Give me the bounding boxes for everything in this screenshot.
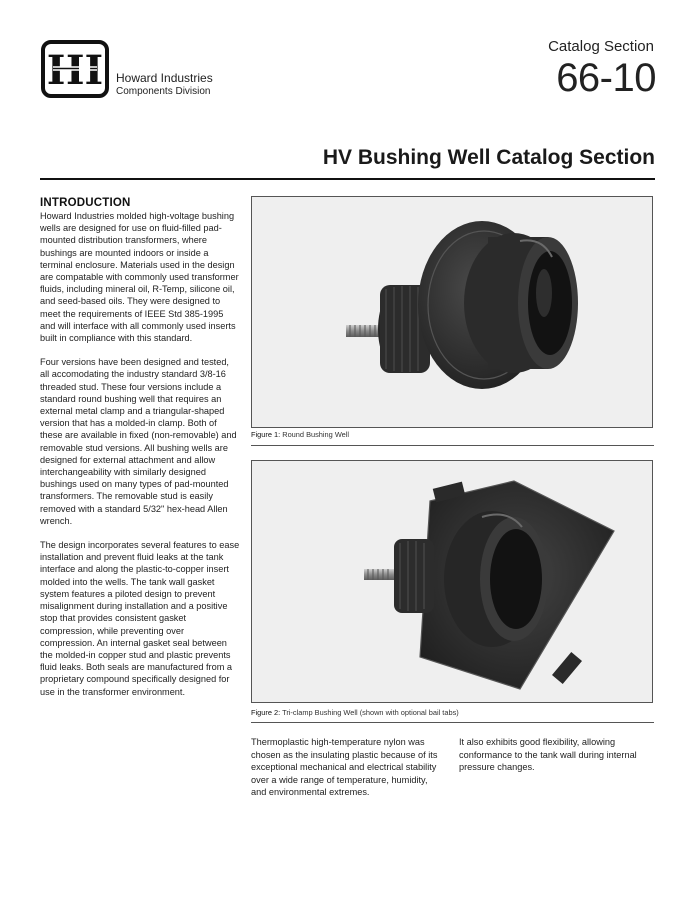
figure-2-caption-text: Tri-clamp Bushing Well (shown with optional bail tabs) bbox=[282, 708, 459, 717]
company-logo bbox=[41, 40, 109, 98]
introduction-heading: INTRODUCTION bbox=[40, 197, 131, 209]
figure-1-label: Figure 1: bbox=[251, 430, 281, 439]
svg-text:HI: HI bbox=[47, 47, 103, 91]
catalog-section-number: 66-10 bbox=[556, 56, 656, 100]
intro-paragraph-2: Four versions have been designed and tested, all accomodating the industry standard 3/8-16 threaded stud. These four versions include a standard round bushing well that requires an external metal clamp and a triangular-shaped version that has a molded-in clamp. Both of these are available in fixed (non-removable) and removable stud versions. All bushing wells are designed for external attachment and allow interchangeability with similarly designed bushings used on many types of pad-mounted transformers. The removable stud is easily removed with a standard 5/32" hex-head Allen wrench. bbox=[40, 357, 237, 526]
figure-2-rule bbox=[251, 722, 654, 723]
figure-1-caption bbox=[251, 430, 654, 439]
introduction-section bbox=[40, 196, 240, 710]
body-column-2: It also exhibits good flexibility, allowing conformance to the tank wall during internal pressure changes. bbox=[459, 737, 637, 773]
figure-2-label: Figure 2: bbox=[251, 708, 281, 717]
figure-1-caption-text: Round Bushing Well bbox=[282, 430, 350, 439]
round-bushing-well-image bbox=[252, 197, 653, 428]
figure-1-rule bbox=[251, 445, 654, 446]
intro-paragraph-3: The design incorporates several features to ease installation and prevent fluid leaks at the tank interface and along the plastic-to-copper insert molded into the wells. The tank wall gasket system features a piloted design to prevent misalignment during installation and a positive stop that provides consistent gasket compression, while preventing over compression. An internal gasket seal between the molded-in copper stud and plastic prevents fluid leaks. Both seals are manufactured from a proprietary compound specifically designed for use in the transformer environment. bbox=[40, 540, 240, 697]
company-name: Howard Industries bbox=[116, 71, 213, 85]
tri-clamp-bushing-well-image bbox=[252, 461, 653, 703]
figure-2-image bbox=[251, 460, 653, 703]
company-block bbox=[116, 72, 213, 97]
hi-logo-icon bbox=[47, 47, 103, 91]
figure-1-image bbox=[251, 196, 653, 428]
division-name: Components Division bbox=[116, 85, 211, 97]
catalog-section-label: Catalog Section bbox=[548, 38, 654, 55]
title-rule bbox=[40, 178, 655, 180]
intro-paragraph-1: Howard Industries molded high-voltage bushing wells are designed for use on fluid-filled pad-mounted distribution transformers, where bushings are mounted indoors or inside a terminal enclosure. Materials used in the design are compatable with commonly used transformer fluids, including mineral oil, R-Temp, silicone oil, and seed-based oils. They were designed to meet the requirements of IEEE Std 385-1995 and will interface with all commonly used inserts built in compliance with this standard. bbox=[40, 211, 239, 344]
figure-2-caption bbox=[251, 708, 654, 717]
body-column-1: Thermoplastic high-temperature nylon was chosen as the insulating plastic because of its exceptional mechanical and electrical stability over a wide range of temperature, humidity, and environmental extremes. bbox=[251, 737, 438, 798]
page-title: HV Bushing Well Catalog Section bbox=[322, 146, 655, 169]
